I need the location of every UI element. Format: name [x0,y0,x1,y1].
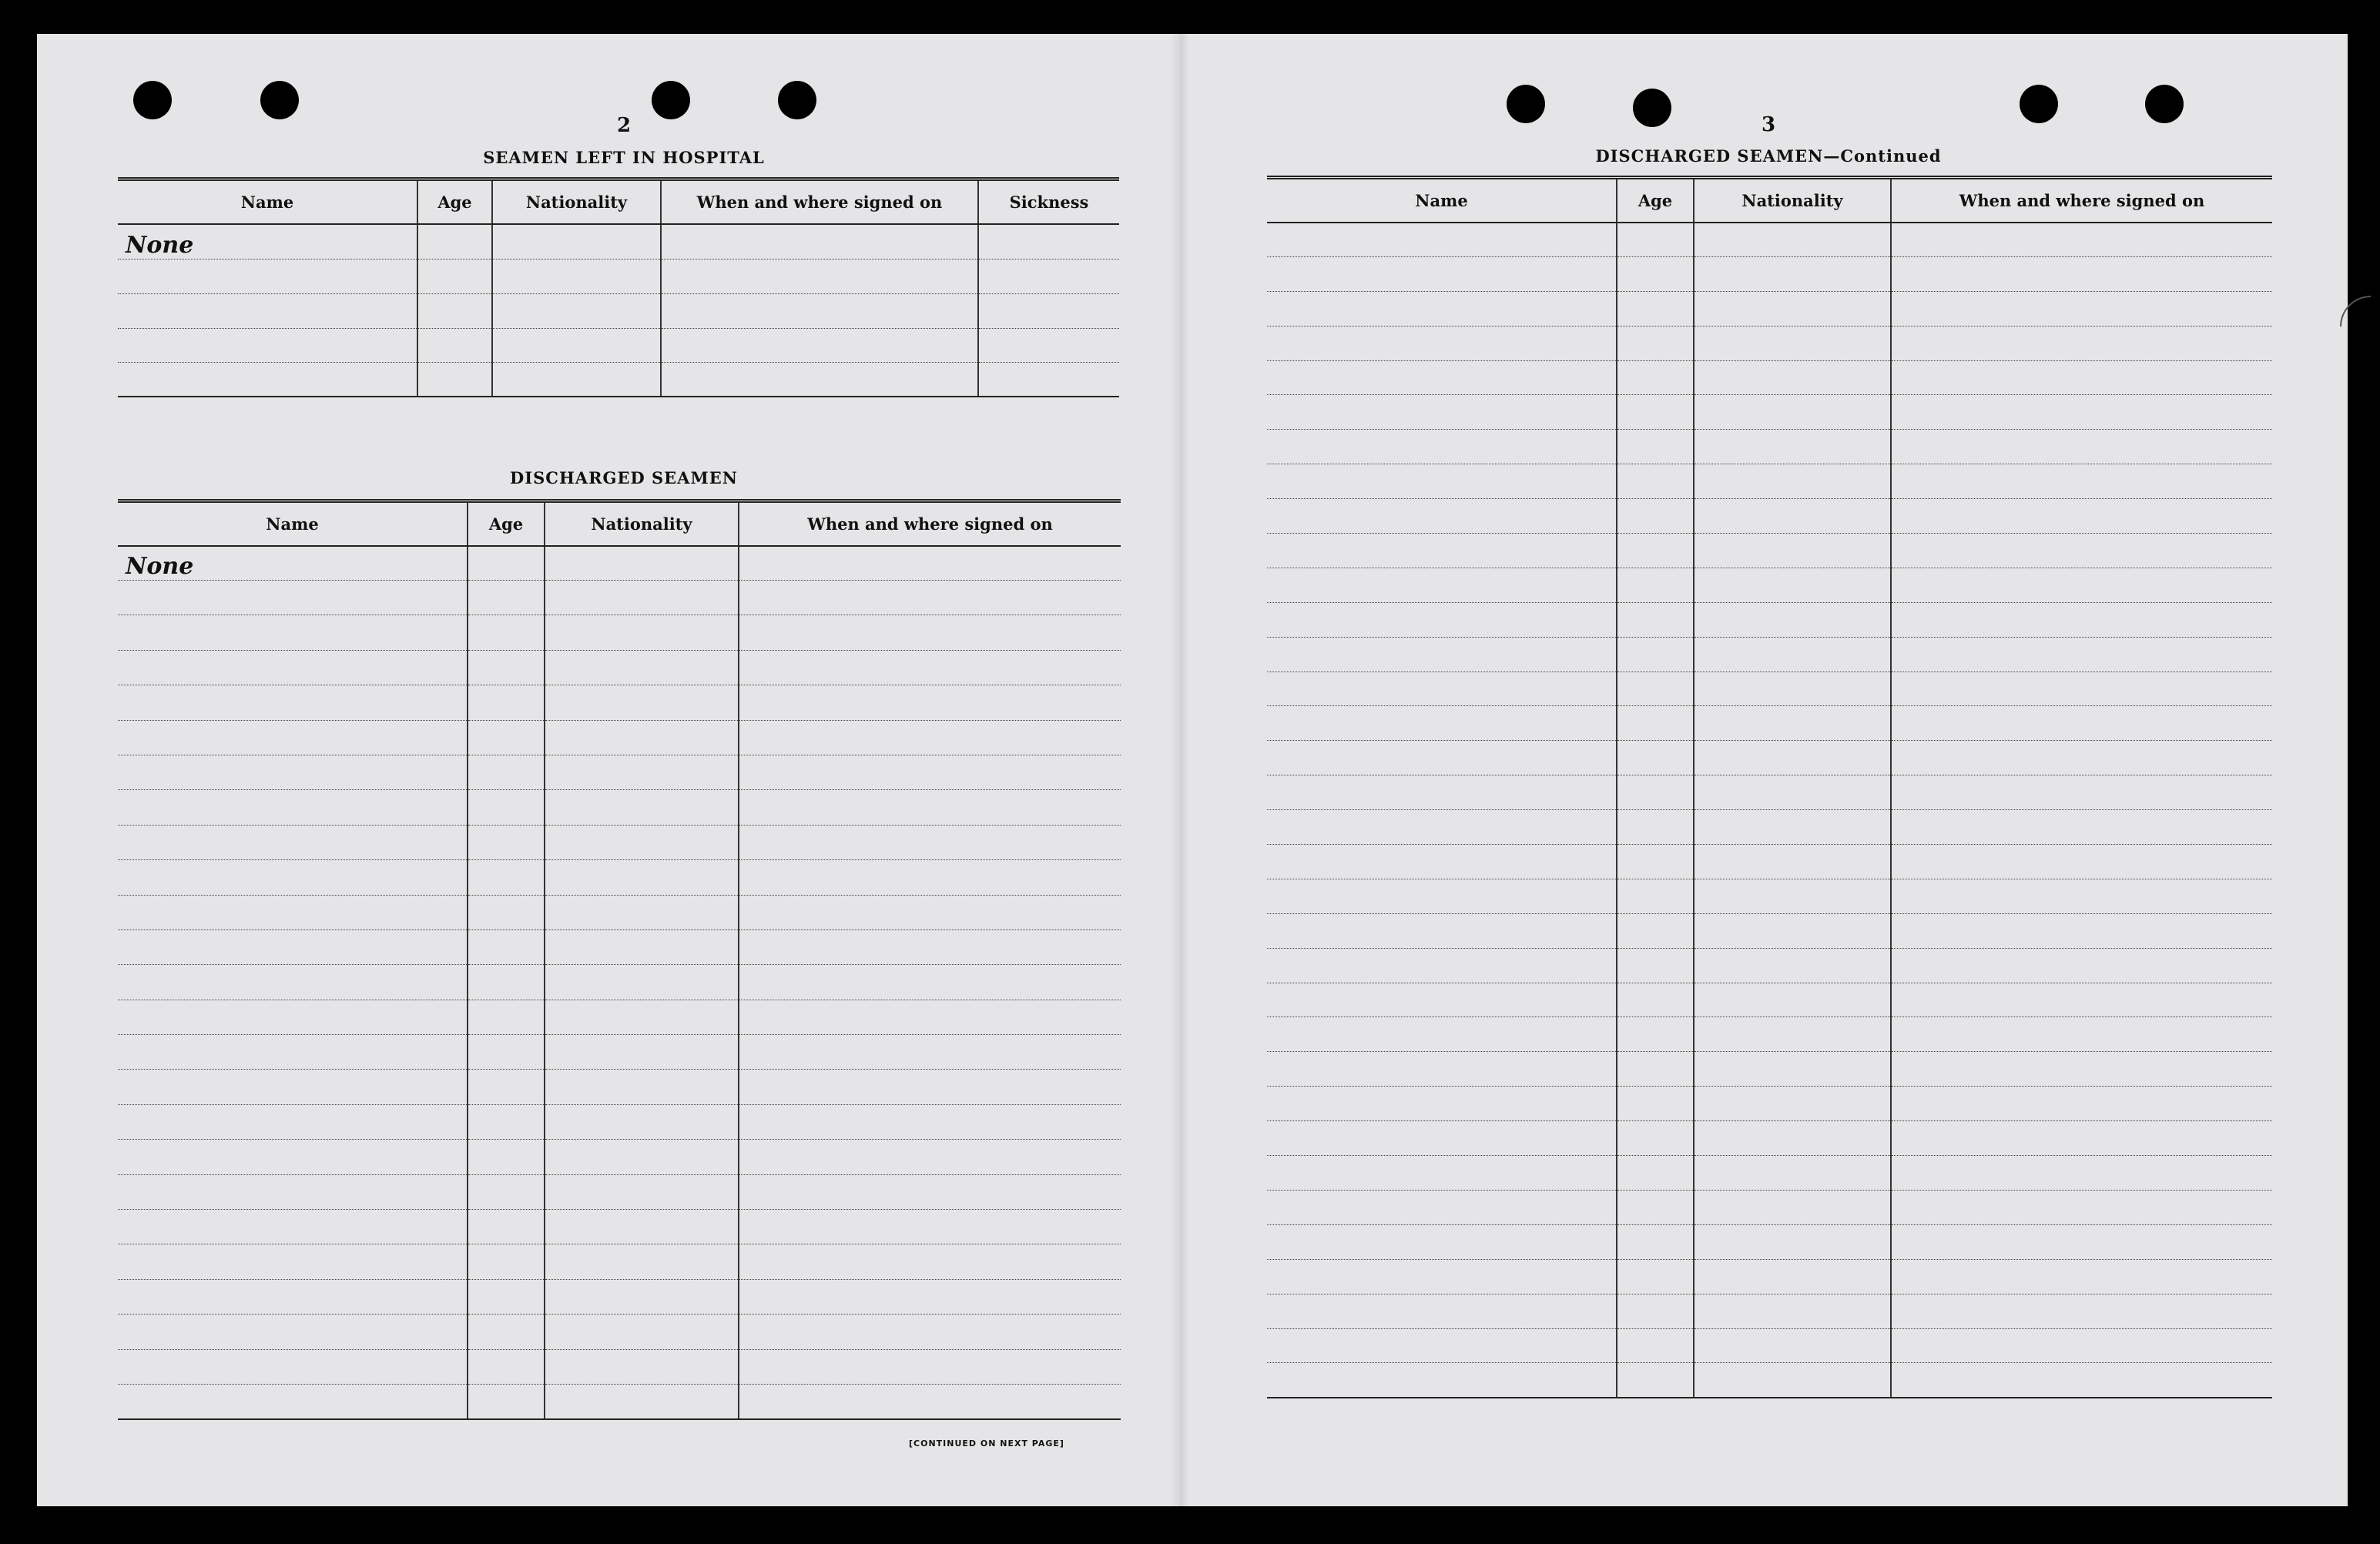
table-row [1267,1294,2272,1328]
punch-hole [1633,89,1671,127]
table-row [1267,1156,2272,1191]
table-row [118,224,1119,260]
table-row [1267,1052,2272,1087]
table-row [1267,291,2272,326]
discharged-header-nationality: Nationality [545,501,739,546]
table-row [1267,499,2272,534]
table-row [1267,983,2272,1017]
punch-hole [1507,85,1545,123]
table-row [118,1315,1121,1349]
discharged-title: DISCHARGED SEAMEN [510,468,738,487]
table-row [118,1000,1121,1034]
table-row [1267,1087,2272,1121]
table-row [1267,430,2272,464]
table-row [1267,948,2272,983]
hospital-table [118,177,1119,397]
table-row [118,1104,1121,1139]
table-row [1267,1190,2272,1224]
table-row [1267,534,2272,568]
table-row [1267,810,2272,845]
table-row [118,790,1121,825]
punch-hole [2020,85,2058,123]
discharged-header-signed-on: When and where signed on [739,501,1121,546]
table-row [1267,879,2272,913]
table-row [118,720,1121,755]
continued-header-signed-on: When and where signed on [1891,178,2272,223]
discharged-continued-table [1267,176,2272,1398]
table-row [118,260,1119,294]
table-row [1267,1017,2272,1052]
continued-rows [1267,223,2272,1398]
page-fold [1171,34,1189,1506]
continued-footer: [CONTINUED ON NEXT PAGE] [909,1438,1064,1449]
table-row [1267,256,2272,291]
table-row [118,1384,1121,1418]
table-row [1267,775,2272,810]
table-row [118,615,1121,650]
handwritten-entry: None [126,232,194,259]
table-row [118,755,1121,789]
table-row [1267,741,2272,775]
discharged-header-age: Age [468,501,545,546]
table-row [118,929,1121,964]
punch-hole [778,81,816,119]
table-row [118,294,1119,329]
table-row [1267,913,2272,948]
table-row [1267,1259,2272,1294]
table-row [1267,1121,2272,1156]
table-row [1267,223,2272,257]
hospital-header-signed-on: When and where signed on [661,179,978,224]
hospital-header-age: Age [417,179,492,224]
punch-hole [260,81,299,119]
handwritten-entry: None [126,553,194,580]
table-row [118,1210,1121,1244]
table-row [1267,326,2272,360]
discharged-table [118,499,1121,1420]
table-row [118,1140,1121,1174]
table-row [118,1174,1121,1209]
table-row [1267,568,2272,602]
table-row [118,1279,1121,1314]
hospital-header-nationality: Nationality [492,179,661,224]
table-row [1267,602,2272,637]
discharged-rows [118,546,1121,1419]
table-row [118,1035,1121,1070]
handwritten-none [118,224,417,260]
table-row [1267,360,2272,395]
table-row [118,1244,1121,1279]
table-row [118,860,1121,895]
discharged-header-name: Name [118,501,468,546]
paper-edge-mark [2340,296,2371,327]
continued-header-age: Age [1617,178,1694,223]
table-row [1267,1363,2272,1398]
hospital-header-sickness: Sickness [978,179,1119,224]
page-number-left: 2 [616,114,632,137]
hospital-title: SEAMEN LEFT IN HOSPITAL [483,148,765,167]
hospital-header-name: Name [118,179,417,224]
document-sheet [37,34,2348,1506]
hospital-rows [118,224,1119,397]
table-row [1267,845,2272,879]
punch-hole [2145,85,2184,123]
punch-hole [133,81,172,119]
table-row [118,329,1119,363]
table-row [118,965,1121,1000]
table-row [1267,672,2272,706]
handwritten-none [118,546,468,581]
table-row [118,650,1121,685]
table-row [118,895,1121,929]
table-row [1267,1328,2272,1363]
table-row [118,581,1121,615]
table-row [118,546,1121,581]
table-row [118,1349,1121,1384]
table-row [118,685,1121,720]
table-row [118,825,1121,859]
page-number-right: 3 [1761,113,1776,136]
table-row [1267,706,2272,741]
table-row [118,363,1119,397]
table-row [1267,1224,2272,1259]
table-row [1267,395,2272,430]
continued-header-nationality: Nationality [1694,178,1891,223]
table-row [1267,464,2272,499]
continued-title: DISCHARGED SEAMEN—Continued [1595,146,1942,166]
continued-header-name: Name [1267,178,1617,223]
table-row [1267,637,2272,672]
table-row [118,1070,1121,1104]
